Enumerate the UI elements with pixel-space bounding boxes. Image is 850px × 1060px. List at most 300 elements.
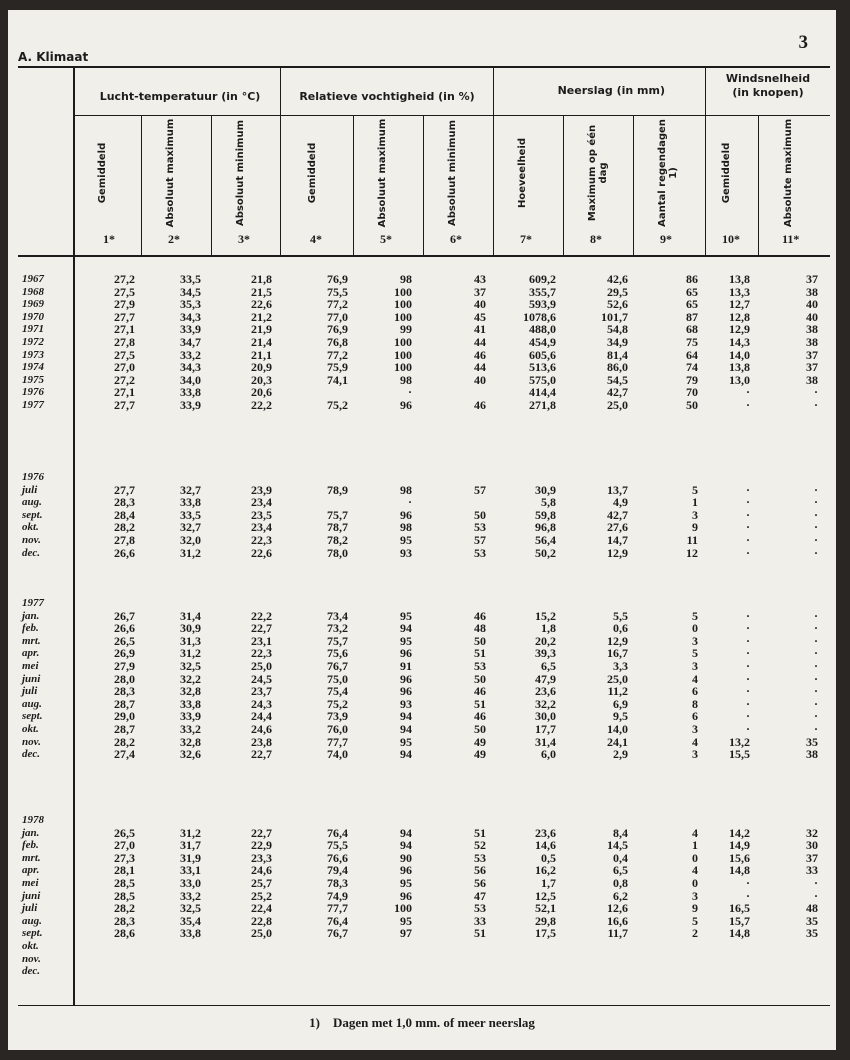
table-cell: 16,5: [729, 901, 750, 915]
table-cell: 39,3: [535, 646, 556, 660]
table-cell: 75,2: [327, 398, 348, 412]
table-cell: 100: [394, 297, 412, 311]
col-header-label: Hoeveelheid: [517, 137, 528, 209]
table-cell: 86: [686, 272, 698, 286]
table-cell: ·: [813, 722, 818, 736]
col-number: 3*: [238, 232, 250, 246]
table-cell: ·: [745, 520, 750, 534]
table-cell: 100: [394, 310, 412, 324]
table-cell: 75,7: [327, 508, 348, 522]
row-label: okt.: [22, 940, 39, 952]
table-cell: 28,2: [114, 520, 135, 534]
table-cell: 3: [692, 889, 698, 903]
table-cell: 23,6: [535, 826, 556, 840]
table-cell: 76,0: [327, 722, 348, 736]
table-cell: 24,6: [251, 863, 272, 877]
row-label: juli: [22, 484, 38, 496]
table-cell: 78,9: [327, 483, 348, 497]
table-cell: 16,6: [607, 914, 628, 928]
table-cell: 6,5: [541, 659, 556, 673]
table-cell: 91: [400, 659, 412, 673]
table-cell: 51: [474, 646, 486, 660]
table-cell: 29,5: [607, 285, 628, 299]
table-cell: 28,6: [114, 926, 135, 940]
row-label: okt.: [22, 521, 39, 533]
table-cell: 26,6: [114, 621, 135, 635]
table-cell: 40: [474, 297, 486, 311]
table-cell: 11: [686, 533, 698, 547]
table-cell: 9: [692, 520, 698, 534]
row-label: sept.: [22, 710, 43, 722]
col-divider: [353, 116, 354, 255]
table-cell: 12,7: [729, 297, 750, 311]
table-cell: 12,5: [535, 889, 556, 903]
table-cell: 29,8: [535, 914, 556, 928]
table-cell: 25,7: [251, 876, 272, 890]
table-cell: 23,1: [251, 634, 272, 648]
col-header-label: Absoluut maximum: [165, 118, 176, 228]
table-cell: 43: [474, 272, 486, 286]
row-label: sept.: [22, 509, 43, 521]
table-cell: 31,4: [535, 735, 556, 749]
table-cell: 17,5: [535, 926, 556, 940]
table-cell: 27,1: [114, 385, 135, 399]
table-cell: 100: [394, 335, 412, 349]
table-cell: 56: [474, 876, 486, 890]
table-cell: 38: [806, 322, 818, 336]
row-label: 1976: [22, 386, 44, 398]
table-cell: 28,7: [114, 722, 135, 736]
table-cell: 20,3: [251, 373, 272, 387]
table-cell: 54,5: [607, 373, 628, 387]
table-cell: ·: [813, 385, 818, 399]
table-cell: 94: [400, 838, 412, 852]
table-cell: 605,6: [529, 348, 556, 362]
row-label: 1977: [22, 399, 44, 411]
table-cell: 37: [806, 272, 818, 286]
table-cell: 35,4: [180, 914, 201, 928]
table-cell: 23,9: [251, 483, 272, 497]
table-cell: 26,7: [114, 609, 135, 623]
table-cell: 13,7: [607, 483, 628, 497]
table-cell: 32,0: [180, 533, 201, 547]
table-cell: 94: [400, 747, 412, 761]
table-cell: ·: [813, 697, 818, 711]
col-number: 10*: [722, 232, 740, 246]
table-cell: ·: [813, 646, 818, 660]
group-header-temperature: Lucht-temperatuur (in °C): [99, 90, 261, 103]
table-cell: 14,3: [729, 335, 750, 349]
table-cell: ·: [813, 609, 818, 623]
table-cell: 25,2: [251, 889, 272, 903]
table-cell: 27,2: [114, 373, 135, 387]
table-cell: 25,0: [251, 926, 272, 940]
table-cell: 76,7: [327, 659, 348, 673]
table-cell: 11,2: [607, 684, 628, 698]
table-cell: ·: [813, 495, 818, 509]
row-label: aug.: [22, 915, 42, 927]
table-cell: ·: [813, 672, 818, 686]
table-cell: 75,2: [327, 697, 348, 711]
table-cell: ·: [745, 483, 750, 497]
col-number: 9*: [660, 232, 672, 246]
table-cell: 56,4: [535, 533, 556, 547]
table-cell: 35,3: [180, 297, 201, 311]
table-cell: 78,3: [327, 876, 348, 890]
table-cell: 95: [400, 634, 412, 648]
row-label: 1972: [22, 336, 44, 348]
table-cell: 50: [474, 672, 486, 686]
table-cell: 42,7: [607, 385, 628, 399]
table-cell: 22,7: [251, 747, 272, 761]
table-cell: 28,4: [114, 508, 135, 522]
table-cell: 414,4: [529, 385, 556, 399]
table-cell: 21,4: [251, 335, 272, 349]
table-cell: 6,5: [613, 863, 628, 877]
table-cell: 50: [474, 634, 486, 648]
table-cell: 46: [474, 709, 486, 723]
col-header-label: Gemiddeld: [307, 142, 318, 204]
table-cell: 9,5: [613, 709, 628, 723]
table-cell: 6,2: [613, 889, 628, 903]
table-cell: 1078,6: [523, 310, 556, 324]
row-label: nov.: [22, 736, 41, 748]
table-cell: 79,4: [327, 863, 348, 877]
col-header-label: Gemiddeld: [97, 142, 108, 204]
table-cell: 35: [806, 914, 818, 928]
table-cell: 15,5: [729, 747, 750, 761]
table-cell: 34,0: [180, 373, 201, 387]
table-cell: 27,9: [114, 297, 135, 311]
table-cell: 50: [474, 508, 486, 522]
table-cell: 22,3: [251, 646, 272, 660]
table-cell: 52: [474, 838, 486, 852]
table-cell: 59,8: [535, 508, 556, 522]
table-cell: 22,8: [251, 914, 272, 928]
table-cell: 27,3: [114, 851, 135, 865]
table-cell: 94: [400, 722, 412, 736]
table-cell: 23,5: [251, 508, 272, 522]
table-cell: 1,7: [541, 876, 556, 890]
table-cell: 34,9: [607, 335, 628, 349]
table-cell: 14,2: [729, 826, 750, 840]
table-cell: 5,8: [541, 495, 556, 509]
table-cell: 75,5: [327, 838, 348, 852]
table-cell: 76,4: [327, 914, 348, 928]
table-cell: 30,9: [535, 483, 556, 497]
table-cell: 77,0: [327, 310, 348, 324]
table-cell: 16,7: [607, 646, 628, 660]
table-cell: 53: [474, 901, 486, 915]
table-cell: 28,2: [114, 901, 135, 915]
table-cell: 95: [400, 609, 412, 623]
table-cell: 14,7: [607, 533, 628, 547]
table-cell: 22,4: [251, 901, 272, 915]
table-cell: 76,6: [327, 851, 348, 865]
table-cell: 37: [806, 851, 818, 865]
table-cell: 56: [474, 863, 486, 877]
section-title: A. Klimaat: [18, 50, 89, 64]
table-cell: 13,0: [729, 373, 750, 387]
col-divider: [563, 116, 564, 255]
table-cell: 30,0: [535, 709, 556, 723]
table-cell: 31,4: [180, 609, 201, 623]
table-cell: 14,0: [729, 348, 750, 362]
group-header-humidity: Relatieve vochtigheid (in %): [299, 90, 475, 103]
table-cell: 57: [474, 483, 486, 497]
table-cell: 14,6: [535, 838, 556, 852]
table-cell: 31,7: [180, 838, 201, 852]
table-cell: 25,0: [607, 672, 628, 686]
table-cell: 96: [400, 646, 412, 660]
table-cell: 50: [474, 722, 486, 736]
table-cell: ·: [813, 876, 818, 890]
table-cell: 98: [400, 520, 412, 534]
table-cell: 12,8: [729, 310, 750, 324]
table-cell: 31,2: [180, 546, 201, 560]
table-cell: 14,8: [729, 863, 750, 877]
table-cell: 32,7: [180, 520, 201, 534]
table-cell: 98: [400, 272, 412, 286]
table-cell: ·: [745, 697, 750, 711]
table-cell: 27,0: [114, 360, 135, 374]
table-cell: 21,9: [251, 322, 272, 336]
col-number: 6*: [450, 232, 462, 246]
table-cell: 22,3: [251, 533, 272, 547]
col-divider: [633, 116, 634, 255]
table-cell: 53: [474, 546, 486, 560]
table-cell: ·: [745, 722, 750, 736]
table-cell: 74,1: [327, 373, 348, 387]
table-cell: 32,5: [180, 659, 201, 673]
table-cell: 32,6: [180, 747, 201, 761]
section-heading: 1977: [22, 597, 44, 609]
table-cell: 488,0: [529, 322, 556, 336]
table-cell: 45: [474, 310, 486, 324]
table-cell: 27,7: [114, 398, 135, 412]
table-cell: ·: [813, 533, 818, 547]
table-cell: 76,9: [327, 322, 348, 336]
table-cell: 28,2: [114, 735, 135, 749]
table-cell: 14,0: [607, 722, 628, 736]
table-cell: 27,5: [114, 348, 135, 362]
table-cell: 22,2: [251, 398, 272, 412]
row-label: 1974: [22, 361, 44, 373]
row-label: 1969: [22, 298, 44, 310]
table-cell: 5: [692, 609, 698, 623]
table-cell: 49: [474, 747, 486, 761]
table-cell: 28,1: [114, 863, 135, 877]
table-cell: 5: [692, 483, 698, 497]
table-cell: ·: [813, 889, 818, 903]
table-cell: 575,0: [529, 373, 556, 387]
table-cell: 8: [692, 697, 698, 711]
table-cell: 27,2: [114, 272, 135, 286]
table-cell: 93: [400, 546, 412, 560]
table-cell: 27,7: [114, 483, 135, 497]
table-cell: 4: [692, 863, 698, 877]
table-cell: 73,4: [327, 609, 348, 623]
table-cell: 24,1: [607, 735, 628, 749]
row-label: dec.: [22, 547, 41, 559]
table-cell: 25,0: [607, 398, 628, 412]
table-cell: 21,1: [251, 348, 272, 362]
table-cell: 0,4: [613, 851, 628, 865]
table-cell: 23,4: [251, 520, 272, 534]
table-cell: 32,5: [180, 901, 201, 915]
table-cell: 96: [400, 889, 412, 903]
table-cell: 40: [806, 310, 818, 324]
table-cell: 22,6: [251, 297, 272, 311]
row-label: 1967: [22, 273, 44, 285]
table-cell: 5: [692, 646, 698, 660]
table-cell: 50: [686, 398, 698, 412]
table-cell: 3: [692, 634, 698, 648]
table-cell: 2: [692, 926, 698, 940]
table-cell: 28,3: [114, 495, 135, 509]
table-cell: 3: [692, 508, 698, 522]
table-cell: 37: [806, 360, 818, 374]
table-cell: 6: [692, 684, 698, 698]
header-rule: [18, 255, 830, 257]
col-header-label: Aantal regendagen 1): [657, 119, 679, 227]
table-cell: ·: [813, 634, 818, 648]
table-cell: 75: [686, 335, 698, 349]
table-cell: 2,9: [613, 747, 628, 761]
table-cell: 20,6: [251, 385, 272, 399]
table-cell: 27,1: [114, 322, 135, 336]
table-cell: 13,8: [729, 272, 750, 286]
table-cell: 49: [474, 735, 486, 749]
table-cell: 77,7: [327, 901, 348, 915]
table-cell: 101,7: [601, 310, 628, 324]
table-cell: 34,7: [180, 335, 201, 349]
table-cell: 33: [806, 863, 818, 877]
table-cell: 73,9: [327, 709, 348, 723]
table-cell: 32: [806, 826, 818, 840]
table-cell: ·: [745, 398, 750, 412]
top-rule: [18, 66, 830, 68]
col-header-label: Absoluut minimum: [447, 120, 458, 227]
table-cell: ·: [813, 659, 818, 673]
table-cell: ·: [407, 385, 412, 399]
col-divider: [211, 116, 212, 255]
table-cell: 96,8: [535, 520, 556, 534]
table-cell: 33,1: [180, 863, 201, 877]
table-cell: 3: [692, 747, 698, 761]
table-cell: 96: [400, 672, 412, 686]
table-cell: 0: [692, 621, 698, 635]
table-cell: ·: [813, 483, 818, 497]
table-cell: 22,7: [251, 826, 272, 840]
table-cell: ·: [745, 889, 750, 903]
table-cell: ·: [745, 621, 750, 635]
row-label: 1968: [22, 286, 44, 298]
table-cell: 57: [474, 533, 486, 547]
table-cell: 77,2: [327, 297, 348, 311]
table-cell: 75,9: [327, 360, 348, 374]
table-cell: 79: [686, 373, 698, 387]
table-cell: 12,9: [607, 634, 628, 648]
group-header-rainfall: Neerslag (in mm): [557, 84, 665, 97]
table-cell: 31,2: [180, 826, 201, 840]
row-label: 1975: [22, 374, 44, 386]
table-cell: 76,9: [327, 272, 348, 286]
table-cell: 78,7: [327, 520, 348, 534]
table-cell: 34,3: [180, 310, 201, 324]
row-label: juni: [22, 673, 41, 685]
row-label: aug.: [22, 496, 42, 508]
table-cell: 65: [686, 285, 698, 299]
table-cell: 33,9: [180, 322, 201, 336]
table-cell: 12,9: [607, 546, 628, 560]
table-cell: 12,9: [729, 322, 750, 336]
table-cell: 23,6: [535, 684, 556, 698]
table-cell: 97: [400, 926, 412, 940]
table-cell: 46: [474, 684, 486, 698]
table-cell: 33,8: [180, 385, 201, 399]
table-cell: 74: [686, 360, 698, 374]
table-cell: 23,3: [251, 851, 272, 865]
table-cell: 94: [400, 621, 412, 635]
table-cell: ·: [407, 495, 412, 509]
table-cell: 48: [806, 901, 818, 915]
table-cell: 21,2: [251, 310, 272, 324]
table-cell: 33,2: [180, 722, 201, 736]
table-cell: 81,4: [607, 348, 628, 362]
table-cell: 32,2: [180, 672, 201, 686]
table-cell: 20,2: [535, 634, 556, 648]
table-cell: ·: [745, 609, 750, 623]
row-label: feb.: [22, 622, 39, 634]
table-cell: 78,0: [327, 546, 348, 560]
table-cell: 0,5: [541, 851, 556, 865]
col-number: 2*: [168, 232, 180, 246]
table-cell: 454,9: [529, 335, 556, 349]
table-cell: 77,7: [327, 735, 348, 749]
table-cell: 31,3: [180, 634, 201, 648]
col-header-label: Absoluut minimum: [235, 120, 246, 227]
table-cell: 96: [400, 863, 412, 877]
table-cell: 34,3: [180, 360, 201, 374]
table-cell: 52,1: [535, 901, 556, 915]
table-cell: 5,5: [613, 609, 628, 623]
table-cell: 26,9: [114, 646, 135, 660]
group-header-wind-line1: Windsnelheid: [725, 72, 811, 85]
table-cell: 4: [692, 826, 698, 840]
table-cell: 33,8: [180, 926, 201, 940]
table-cell: 13,2: [729, 735, 750, 749]
table-cell: 28,3: [114, 684, 135, 698]
table-cell: 22,9: [251, 838, 272, 852]
table-cell: 27,5: [114, 285, 135, 299]
row-label: juli: [22, 685, 38, 697]
table-cell: 22,6: [251, 546, 272, 560]
table-cell: 27,6: [607, 520, 628, 534]
table-cell: 6,0: [541, 747, 556, 761]
table-cell: 27,7: [114, 310, 135, 324]
table-cell: 51: [474, 926, 486, 940]
table-cell: 26,5: [114, 634, 135, 648]
footnote-text: Dagen met 1,0 mm. of meer neerslag: [332, 1015, 535, 1030]
table-cell: 33,2: [180, 348, 201, 362]
table-cell: 42,7: [607, 508, 628, 522]
table-cell: ·: [745, 508, 750, 522]
row-label: apr.: [22, 864, 40, 876]
table-cell: 100: [394, 901, 412, 915]
table-cell: ·: [813, 709, 818, 723]
row-label: aug.: [22, 698, 42, 710]
